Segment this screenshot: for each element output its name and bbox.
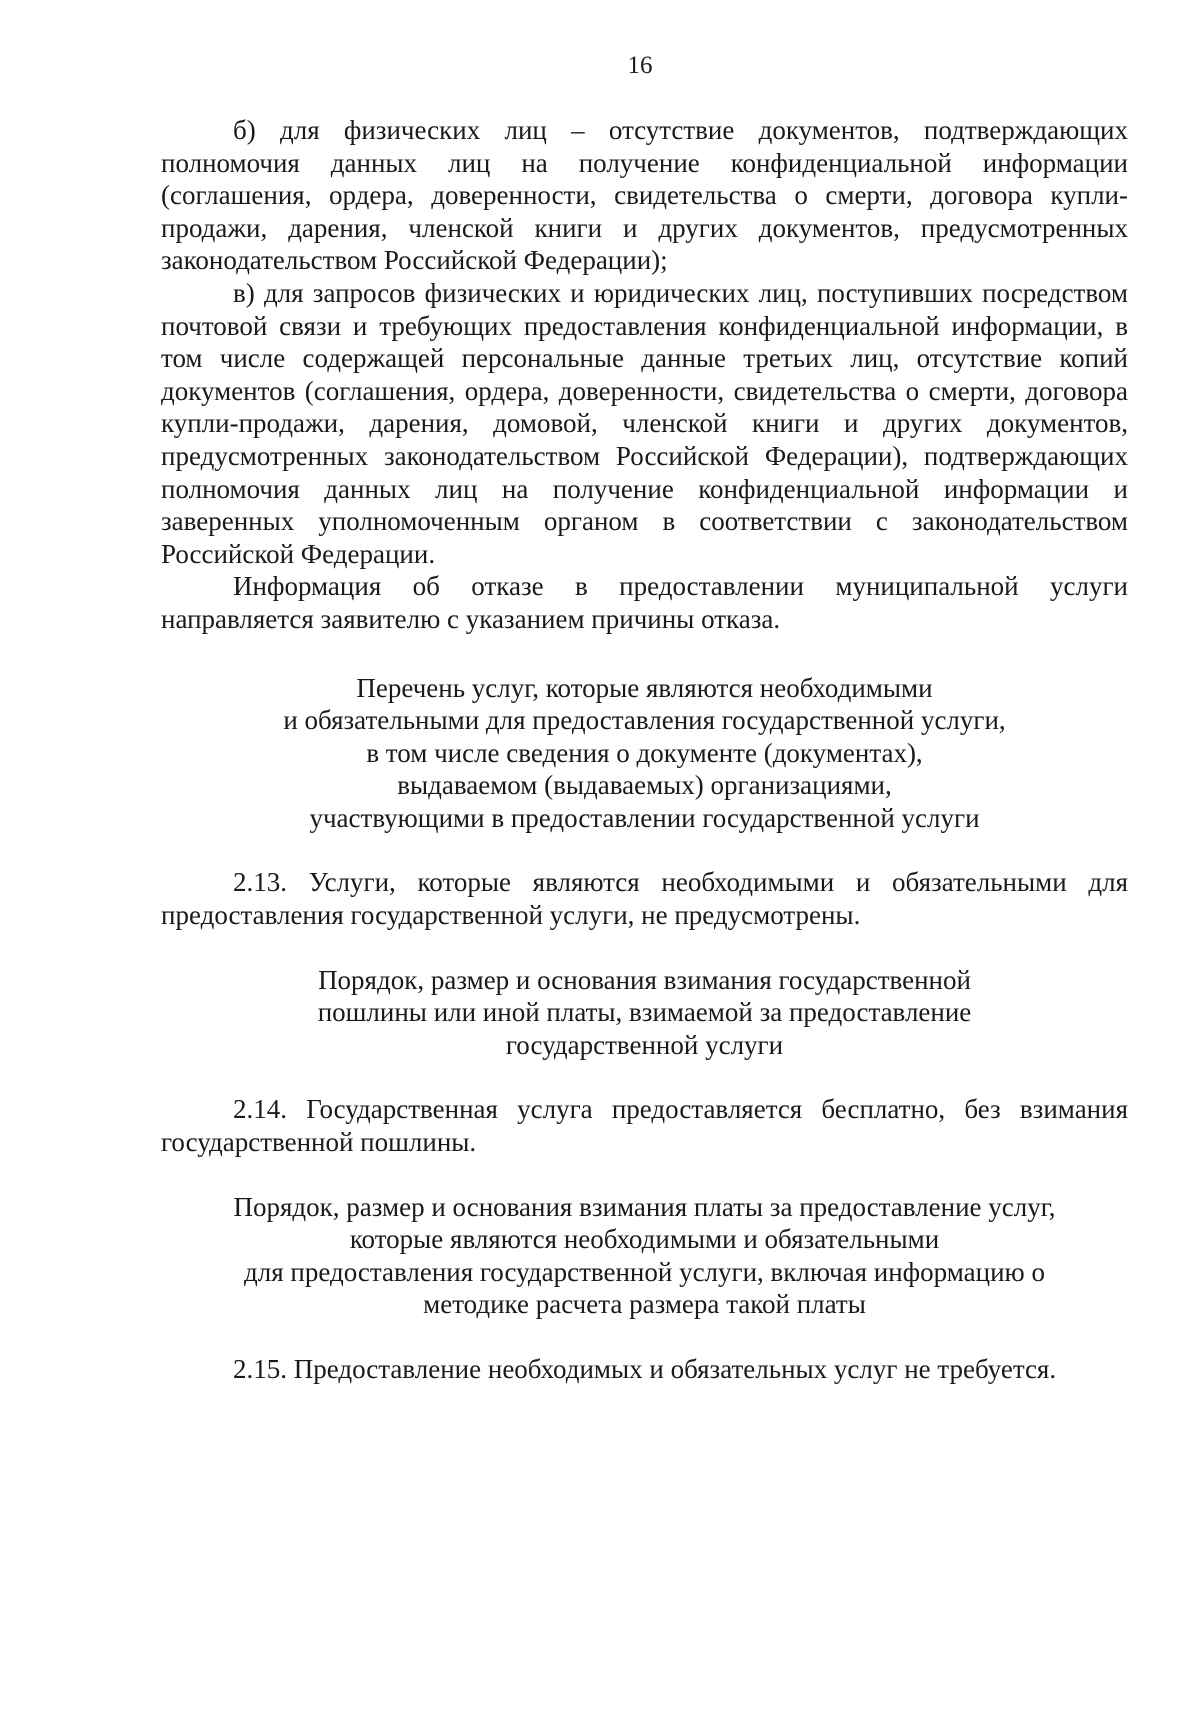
spacer	[161, 1061, 1128, 1093]
heading-line: Порядок, размер и основания взимания государственной	[318, 964, 971, 995]
heading-line: методике расчета размера такой платы	[423, 1289, 866, 1320]
heading-line: участвующими в предоставлении государственной услуги	[309, 802, 980, 833]
section-heading-state-duty	[161, 964, 1128, 1062]
heading-line: выдаваемом (выдаваемых) организациями,	[397, 770, 892, 801]
heading-line: и обязательными для предоставления государственной услуги,	[283, 705, 1006, 736]
document-body	[161, 114, 1128, 1386]
heading-line: в том числе сведения о документе (документах),	[366, 737, 923, 768]
paragraph-2-14: 2.14. Государственная услуга предоставляется бесплатно, без взимания государственной пошлины.	[161, 1094, 1128, 1158]
spacer	[161, 834, 1128, 866]
section-heading-service-fees	[161, 1191, 1128, 1321]
heading-line: государственной услуги	[505, 1029, 784, 1060]
paragraph-2-13: 2.13. Услуги, которые являются необходимыми и обязательными для предоставления государственной услуги, не предусмотрены.	[161, 867, 1128, 931]
spacer	[161, 636, 1128, 672]
paragraph-refusal-information: Информация об отказе в предоставлении муниципальной услуги направляется заявителю с указанием причины отказа.	[161, 571, 1128, 634]
heading-line: которые являются необходимыми и обязательными	[349, 1224, 940, 1255]
paragraph-v-postal-requests: в) для запросов физических и юридических лиц, поступивших посредством почтовой связи и требующих предоставления конфиденциальной информации, в том числе содержащей персональные данные третьих лиц, отсутствие копий документов (соглашения, ордера, доверенности, свидетельства о смерти, договора купли-продажи, дарения, домовой, членской книги и других документов, предусмотренных законодательством Российской Федерации), подтверждающих полномочия данных лиц на получение конфиденциальной информации и заверенных уполномоченным органом в соответствии с законодательством Российской Федерации.	[161, 277, 1128, 569]
spacer	[161, 1159, 1128, 1191]
heading-line: Порядок, размер и основания взимания платы за предоставление услуг,	[233, 1191, 1056, 1222]
heading-line: для предоставления государственной услуги, включая информацию о	[244, 1256, 1045, 1287]
spacer	[161, 1321, 1128, 1353]
spacer	[161, 932, 1128, 964]
section-heading-required-services	[161, 672, 1128, 835]
heading-line: Перечень услуг, которые являются необходимыми	[356, 672, 933, 703]
paragraph-b-physical-persons: б) для физических лиц – отсутствие документов, подтверждающих полномочия данных лиц на получение конфиденциальной информации (соглашения, ордера, доверенности, свидетельства о смерти, договора купли-продажи, дарения, членской книги и других документов, предусмотренных законодательством Российской Федерации);	[161, 115, 1128, 276]
paragraph-2-15: 2.15. Предоставление необходимых и обязательных услуг не требуется.	[233, 1354, 1057, 1384]
page-number: 16	[627, 52, 653, 79]
heading-line: пошлины или иной платы, взимаемой за предоставление	[317, 997, 972, 1028]
